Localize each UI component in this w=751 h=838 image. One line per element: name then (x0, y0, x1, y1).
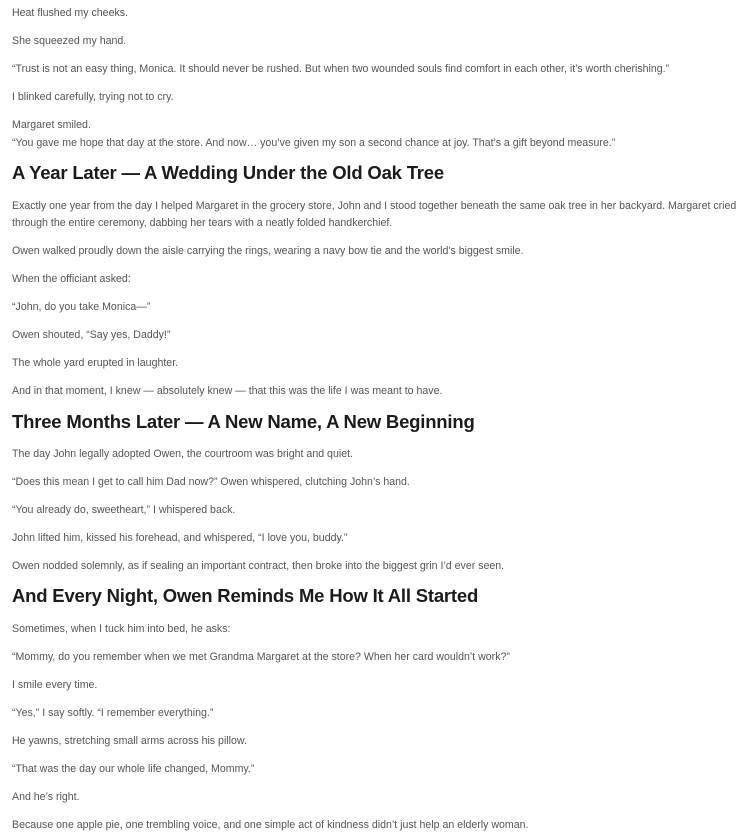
paragraph: The day John legally adopted Owen, the courtroom was bright and quiet. (12, 448, 353, 460)
paragraph: Exactly one year from the day I helped Margaret in the grocery store, John and I stood together beneath the same oak tree in her backyard. Margaret cried through the entire ceremony, dabbing her tears with a neatly folded handkerchief. (12, 200, 737, 229)
paragraph: I blinked carefully, trying not to cry. (12, 91, 174, 103)
paragraph: Heat flushed my cheeks. (12, 7, 128, 19)
paragraph: “Does this mean I get to call him Dad now?” Owen whispered, clutching John’s hand. (12, 476, 410, 488)
paragraph: John lifted him, kissed his forehead, and whispered, “I love you, buddy.” (12, 532, 348, 544)
paragraph: “Yes,” I say softly. “I remember everything.” (12, 707, 214, 719)
paragraph: Because one apple pie, one trembling voice, and one simple act of kindness didn’t just help an elderly woman. (12, 819, 529, 831)
paragraph: He yawns, stretching small arms across his pillow. (12, 735, 247, 747)
paragraph: “You gave me hope that day at the store. And now… you’ve given my son a second chance at joy. That’s a gift beyond measure.” (12, 137, 616, 149)
paragraph: Owen walked proudly down the aisle carrying the rings, wearing a navy bow tie and the world’s biggest smile. (12, 245, 524, 257)
section-heading: And Every Night, Owen Reminds Me How It All Started (12, 585, 479, 606)
paragraph: And in that moment, I knew — absolutely knew — that this was the life I was meant to have. (12, 385, 443, 397)
paragraph: Margaret smiled. (12, 119, 91, 131)
paragraph: “You already do, sweetheart,” I whispered back. (12, 504, 236, 516)
paragraph: And he’s right. (12, 791, 80, 803)
paragraph: “Trust is not an easy thing, Monica. It should never be rushed. But when two wounded souls find comfort in each other, it’s worth cherishing.” (12, 63, 670, 75)
paragraph: Sometimes, when I tuck him into bed, he asks: (12, 623, 231, 635)
paragraph: She squeezed my hand. (12, 35, 127, 47)
paragraph: When the officiant asked: (12, 273, 131, 285)
paragraph: “That was the day our whole life changed, Mommy.” (12, 763, 255, 775)
paragraph: The whole yard erupted in laughter. (12, 357, 179, 369)
paragraph: Owen shouted, “Say yes, Daddy!” (12, 329, 171, 341)
paragraph: “Mommy, do you remember when we met Grandma Margaret at the store? When her card wouldn’t work?” (12, 651, 510, 663)
section-heading: A Year Later — A Wedding Under the Old Oak Tree (12, 162, 444, 183)
paragraph: “John, do you take Monica—” (12, 301, 151, 313)
section-heading: Three Months Later — A New Name, A New Beginning (12, 411, 475, 432)
paragraph: I smile every time. (12, 679, 98, 691)
paragraph: Owen nodded solemnly, as if sealing an important contract, then broke into the biggest grin I’d ever seen. (12, 560, 505, 572)
